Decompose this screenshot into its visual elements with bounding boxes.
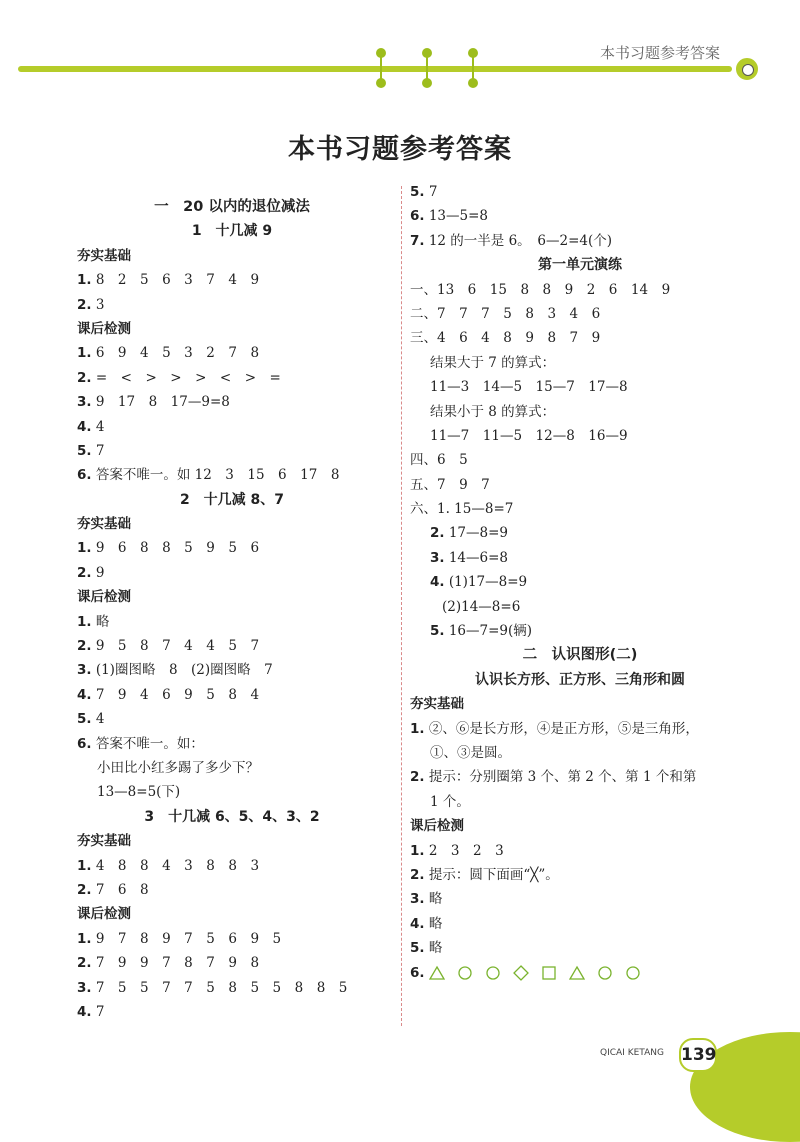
answer-item [77, 536, 387, 560]
item-text: 提示：分别圈第 3 个、第 2 个、第 1 个和第 [424, 769, 697, 786]
item-number: 2. [410, 769, 425, 786]
section-heading: 第一单元演练 [538, 257, 622, 274]
subsection-label: 课后检测 [77, 906, 131, 923]
item-text: 4 [91, 418, 105, 435]
answer-item [77, 439, 387, 463]
answer-item [77, 1000, 387, 1024]
item-number: 2. [77, 638, 92, 655]
answer-item [77, 732, 387, 756]
item-number: 2. [77, 369, 92, 386]
item-text: 2 3 2 3 [424, 842, 504, 859]
item-text: 3 [91, 296, 105, 313]
item-number: 7. [410, 232, 425, 249]
answer-item [77, 268, 387, 292]
answer-line: 结果大于 7 的算式： [430, 354, 556, 371]
unit-heading: 一 20 以内的退位减法 [154, 199, 310, 215]
item-text: 9 7 8 9 7 5 6 9 5 [91, 930, 282, 947]
item-number: 5. [77, 442, 92, 459]
answer-line: 六、1. 15—8=7 [410, 501, 514, 518]
answer-item [77, 415, 387, 439]
triangle-icon [569, 965, 585, 981]
item-text: 6 9 4 5 3 2 7 8 [91, 345, 260, 362]
item-number: 6. [410, 208, 425, 225]
item-number: 5. [410, 940, 425, 957]
item-text: 略 [424, 891, 443, 908]
mascot-icon [734, 56, 760, 82]
item-text: 7 [424, 184, 438, 200]
answer-item [410, 180, 750, 204]
answer-item [410, 887, 750, 911]
item-number: 4. [77, 686, 92, 703]
answer-line: 13—8=5(下) [97, 784, 181, 801]
item-text: 12 的一半是 6。 6—2=4(个) [424, 232, 613, 249]
item-number: 4. [430, 574, 445, 591]
item-text: 7 9 9 7 8 7 9 8 [91, 955, 260, 972]
item-number: 6. [410, 964, 425, 981]
footer-brand: QICAI KETANG [600, 1048, 664, 1058]
answer-item [77, 634, 387, 658]
item-number: 2. [77, 955, 92, 972]
answer-item [410, 521, 750, 545]
item-text: 提示：圆下面画“╳”。 [424, 866, 559, 883]
circle-icon [457, 965, 473, 981]
item-number: 1. [410, 842, 425, 859]
answer-item [77, 341, 387, 365]
item-number: 2. [77, 564, 92, 581]
item-number: 4. [410, 915, 425, 932]
page-number: 139 [679, 1038, 717, 1072]
answer-item [77, 878, 387, 902]
item-number: 3. [77, 394, 92, 411]
circle-icon [625, 965, 641, 981]
answer-item [77, 390, 387, 414]
answer-item [77, 293, 387, 317]
answer-line: 三、4 6 4 8 9 8 7 9 [410, 330, 601, 347]
answer-item [410, 229, 750, 253]
item-number: 1. [77, 540, 92, 557]
item-number: 6. [77, 467, 92, 484]
right-column [410, 180, 750, 985]
section-heading: 2 十几减 8、7 [179, 491, 285, 508]
triangle-icon [429, 965, 445, 981]
subsection-label: 课后检测 [410, 818, 464, 835]
square-icon [541, 965, 557, 981]
answer-item [77, 610, 387, 634]
answer-item [77, 976, 387, 1000]
column-divider [401, 186, 402, 1026]
item-number: 1. [410, 720, 425, 737]
item-number: 5. [77, 711, 92, 728]
item-number: 3. [430, 549, 445, 566]
answer-item [77, 561, 387, 585]
answer-item [410, 717, 750, 741]
item-text: 7 [91, 1003, 105, 1020]
subsection-label: 夯实基础 [77, 833, 131, 850]
answer-item [77, 463, 387, 487]
item-number: 1. [77, 272, 92, 289]
item-number: 3. [77, 662, 92, 679]
answer-item [410, 546, 750, 570]
item-text: 13—5=8 [424, 208, 488, 225]
answer-line: 结果小于 8 的算式： [430, 403, 556, 420]
answer-item [77, 366, 387, 390]
item-text: 略 [91, 613, 110, 630]
binder-pin-icon [467, 48, 479, 88]
item-number: 2. [77, 881, 92, 898]
item-number: 2. [77, 296, 92, 313]
answer-line: 一、13 6 15 8 8 9 2 6 14 9 [410, 281, 671, 298]
answer-item [410, 839, 750, 863]
item-number: 1. [77, 930, 92, 947]
page-title: 本书习题参考答案 [288, 134, 512, 165]
subsection-label: 夯实基础 [77, 247, 131, 264]
answer-item [77, 658, 387, 682]
answer-line: 1 个。 [430, 793, 470, 810]
answer-item [410, 204, 750, 228]
section-heading: 1 十几减 9 [191, 223, 273, 240]
answer-item [77, 854, 387, 878]
item-text: 7 5 5 7 7 5 8 5 5 8 8 5 [91, 979, 348, 996]
answer-item [77, 683, 387, 707]
section-heading: 认识长方形、正方形、三角形和圆 [475, 671, 685, 688]
item-text: (1)17—8=9 [444, 574, 528, 591]
item-text: = < > > > < > = [91, 369, 281, 386]
item-text: 7 6 8 [91, 881, 149, 898]
item-text: 14—6=8 [444, 549, 508, 566]
item-number: 3. [410, 891, 425, 908]
answer-line: 11—7 11—5 12—8 16—9 [430, 427, 628, 444]
item-number: 2. [430, 525, 445, 542]
item-number: 1. [77, 613, 92, 630]
item-number: 5. [410, 184, 425, 200]
binder-pin-icon [375, 48, 387, 88]
answer-item [77, 951, 387, 975]
item-text: 4 [91, 711, 105, 728]
item-text: ②、⑥是长方形，④是正方形，⑤是三角形， [424, 720, 699, 737]
item-text: 9 5 8 7 4 4 5 7 [91, 638, 260, 655]
answer-item [77, 707, 387, 731]
binder-pin-icon [421, 48, 433, 88]
answer-item [410, 863, 750, 887]
answer-line: (2)14—8=6 [442, 598, 521, 615]
circle-icon [485, 965, 501, 981]
item-text: (1)圈图略 8 (2)圈图略 7 [91, 662, 273, 679]
item-number: 5. [430, 623, 445, 640]
item-text: 略 [424, 940, 443, 957]
item-number: 4. [77, 418, 92, 435]
subsection-label: 夯实基础 [77, 516, 131, 533]
answer-line: 四、6 5 [410, 452, 468, 469]
item-number: 1. [77, 857, 92, 874]
left-column [77, 195, 387, 1024]
item-text: 16—7=9(辆) [444, 623, 533, 640]
subsection-label: 课后检测 [77, 320, 131, 337]
answer-line: 二、7 7 7 5 8 3 4 6 [410, 305, 601, 322]
item-text: 8 2 5 6 3 7 4 9 [91, 272, 260, 289]
item-number: 6. [77, 735, 92, 752]
answer-item [77, 927, 387, 951]
answer-item [410, 765, 750, 789]
answer-item [410, 912, 750, 936]
item-text: 7 9 4 6 9 5 8 4 [91, 686, 260, 703]
item-number: 4. [77, 1003, 92, 1020]
section-heading: 3 十几减 6、5、4、3、2 [144, 808, 320, 825]
subsection-label: 课后检测 [77, 589, 131, 606]
answer-item [410, 570, 750, 594]
item-text: 9 [91, 564, 105, 581]
item-number: 2. [410, 866, 425, 883]
item-text: 略 [424, 915, 443, 932]
item-text: 9 17 8 17—9=8 [91, 394, 230, 411]
answer-line: ①、③是圆。 [430, 744, 511, 761]
answer-item [410, 936, 750, 960]
unit-heading: 二 认识图形(二) [522, 647, 638, 664]
item-text: 9 6 8 8 5 9 5 6 [91, 540, 260, 557]
item-number: 1. [77, 345, 92, 362]
answer-item [410, 619, 750, 643]
answer-line: 11—3 14—5 15—7 17—8 [430, 379, 628, 396]
shape-answers [429, 965, 641, 981]
answer-line: 小田比小红多踢了多少下？ [97, 759, 259, 776]
subsection-label: 夯实基础 [410, 696, 464, 713]
answer-item [410, 961, 750, 985]
item-text: 答案不唯一。如： [91, 735, 204, 752]
item-text: 17—8=9 [444, 525, 508, 542]
item-text: 4 8 8 4 3 8 8 3 [91, 857, 260, 874]
item-number: 3. [77, 979, 92, 996]
diamond-icon [513, 965, 529, 981]
item-text: 7 [91, 442, 105, 459]
circle-icon [597, 965, 613, 981]
answer-line: 五、7 9 7 [410, 476, 490, 493]
header-label: 本书习题参考答案 [600, 44, 721, 62]
item-text: 答案不唯一。如 12 3 15 6 17 8 [91, 467, 340, 484]
